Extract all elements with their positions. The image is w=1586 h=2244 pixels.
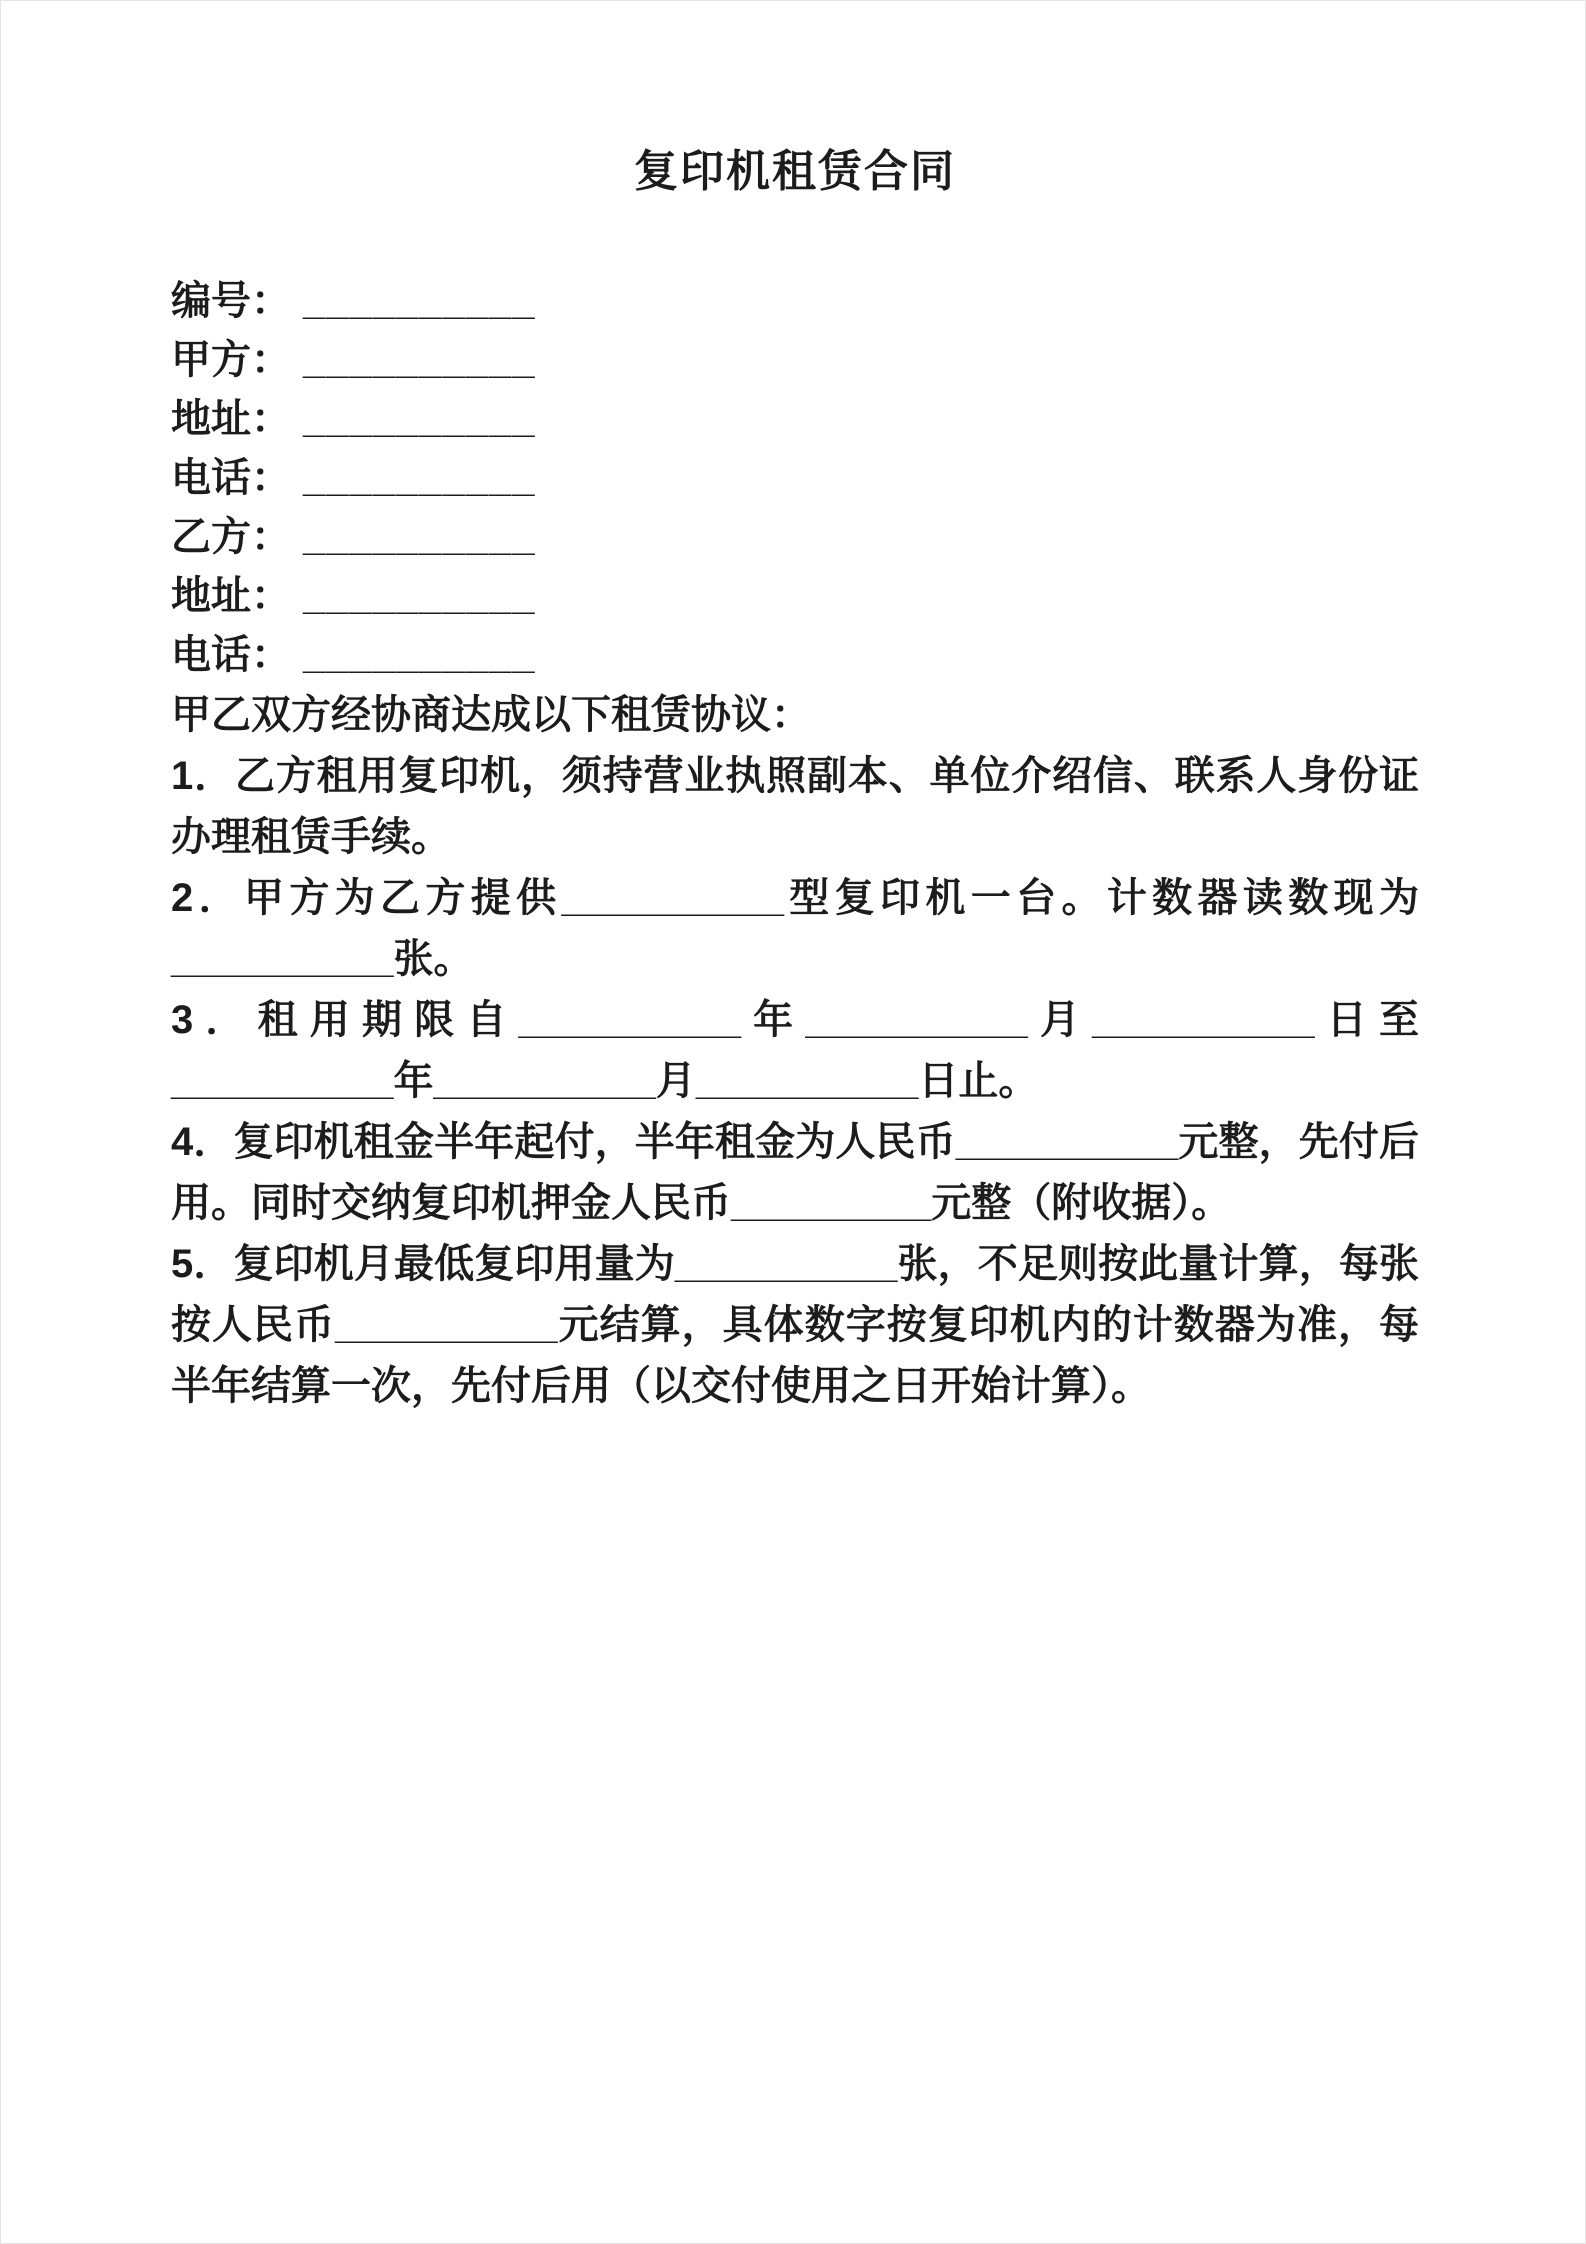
clause-5: 5．复印机月最低复印用量为__________张，不足则按此量计算，每张按人民币__________元结算，具体数字按复印机内的计数器为准，每半年结算一次，先付后用（以交付使用之日开始计算）。: [171, 1242, 1419, 1408]
field-party-b-label: 乙方：: [171, 515, 291, 559]
clause-3: 3．租用期限自__________年__________月__________日至__________年__________月__________日止。: [171, 998, 1419, 1103]
field-party-a-blank-line: __________: [303, 338, 536, 382]
field-party-a-label: 甲方：: [171, 338, 291, 382]
field-address-a-label: 地址：: [171, 397, 291, 441]
field-phone-a-blank-line: __________: [303, 456, 536, 500]
field-party-b-blank-line: __________: [303, 515, 536, 559]
header-fields: [171, 272, 1419, 685]
field-row-phone-a: [171, 449, 1419, 508]
field-address-a-blank-line: __________: [303, 397, 536, 441]
field-row-address-a: [171, 390, 1419, 449]
field-phone-b-label: 电话：: [171, 633, 291, 677]
field-address-b-blank-line: __________: [303, 574, 536, 618]
clause-2: 2．甲方为乙方提供__________型复印机一台。计数器读数现为__________张。: [171, 876, 1419, 981]
field-phone-b-blank-line: __________: [303, 633, 536, 677]
field-address-b-label: 地址：: [171, 574, 291, 618]
clause-1: 1．乙方租用复印机，须持营业执照副本、单位介绍信、联系人身份证办理租赁手续。: [171, 754, 1419, 859]
field-row-party-a: [171, 331, 1419, 390]
field-row-phone-b: [171, 626, 1419, 685]
field-number-label: 编号：: [171, 279, 291, 323]
field-row-number: [171, 272, 1419, 331]
field-row-address-b: [171, 567, 1419, 626]
agreement-intro-line: 甲乙双方经协商达成以下租赁协议：: [171, 693, 811, 737]
document-title: 复印机租赁合同: [634, 147, 956, 196]
field-phone-a-label: 电话：: [171, 456, 291, 500]
clause-4: 4．复印机租金半年起付，半年租金为人民币__________元整，先付后用。同时交纳复印机押金人民币_________元整（附收据）。: [171, 1120, 1419, 1225]
field-row-party-b: [171, 508, 1419, 567]
field-number-blank-line: __________: [303, 279, 536, 323]
